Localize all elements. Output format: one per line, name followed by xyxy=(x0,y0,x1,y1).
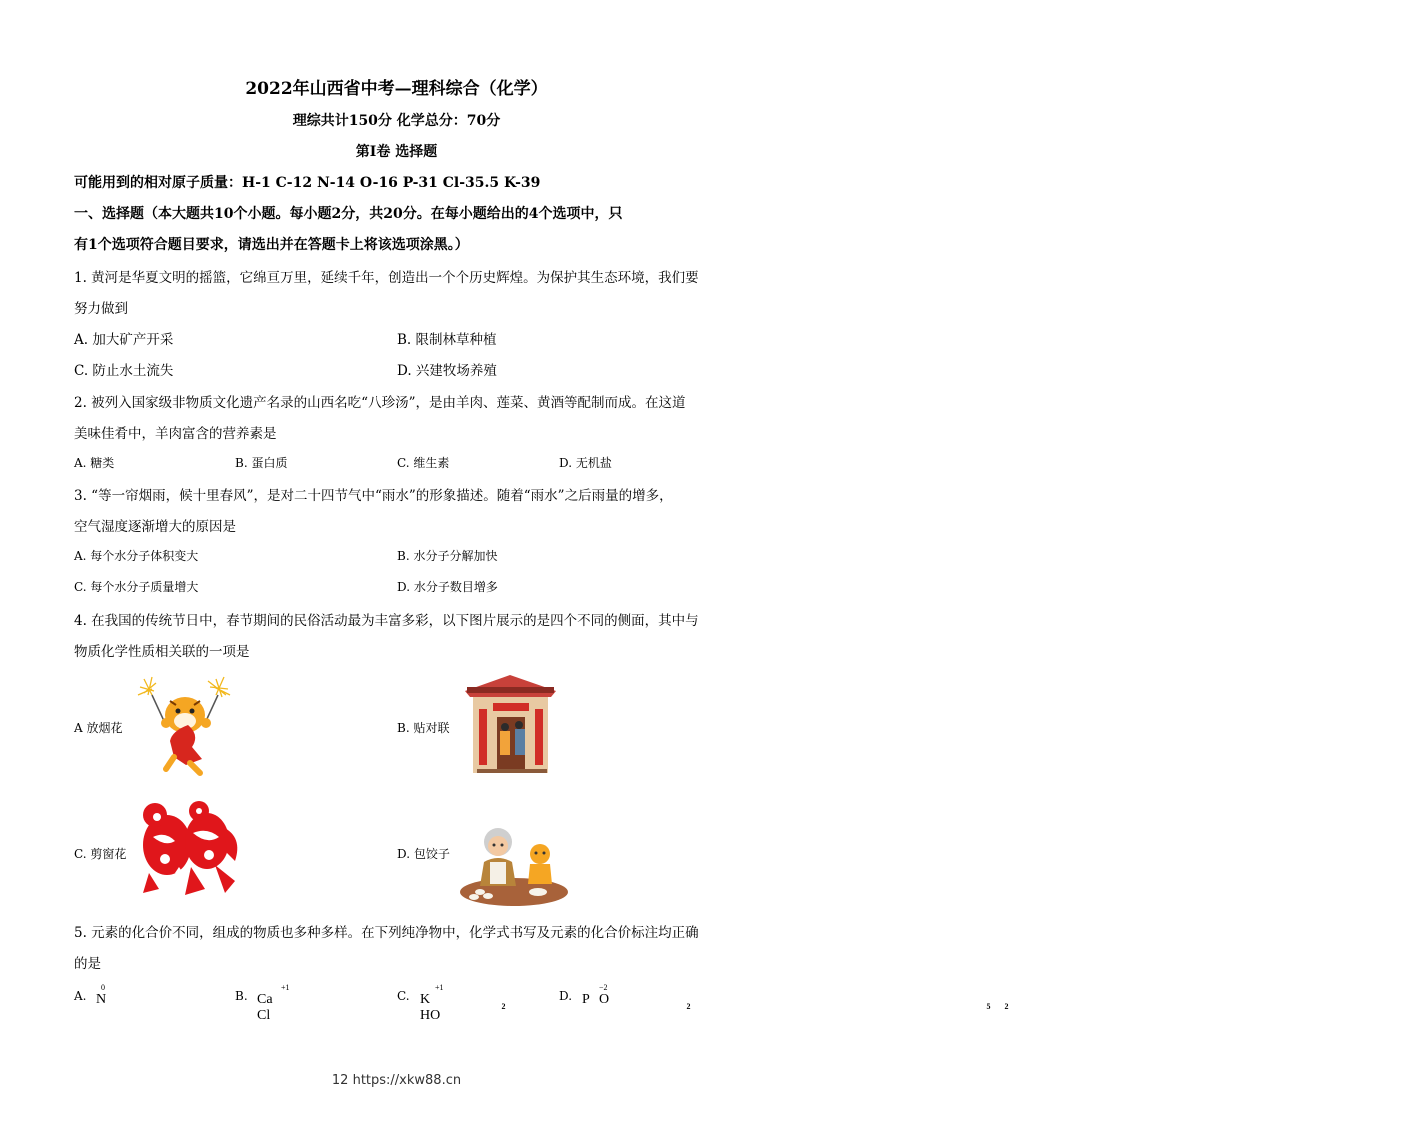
q2-option-d: D. 无机盐 xyxy=(559,456,612,470)
q1-option-c: C. 防止水土流失 xyxy=(74,363,174,379)
q5-stem-line1: 5. 元素的化合价不同，组成的物质也多种多样。在下列纯净物中，化学式书写及元素的化合价标注均正确 xyxy=(74,925,699,941)
q3-option-c: C. 每个水分子质量增大 xyxy=(74,580,199,594)
q4-stem-line2: 物质化学性质相关联的一项是 xyxy=(74,644,250,660)
q1-stem-line1: 1. 黄河是华夏文明的摇篮，它绵亘万里，延续千年，创造出一个个历史辉煌。为保护其生态环境，我们要 xyxy=(74,270,699,286)
page-title: 2022年山西省中考—理科综合（化学） xyxy=(245,79,548,99)
q5-option-d-base2: O xyxy=(599,992,610,1007)
q5-option-b-valence: +1 xyxy=(281,983,290,992)
q5-option-d-sub2: 2 xyxy=(1004,1002,1009,1011)
atomic-masses: 可能用到的相对原子质量：H-1 C-12 N-14 O-16 P-31 Cl-35.5 K-39 xyxy=(74,175,541,191)
tiger-fireworks-illustration xyxy=(130,673,240,778)
q5-option-c-letter: C. xyxy=(397,989,410,1003)
q2-option-a: A. 糖类 xyxy=(74,456,115,470)
q5-option-c-valence: +1 xyxy=(435,983,444,992)
q3-option-a: A. 每个水分子体积变大 xyxy=(74,549,199,563)
q5-option-d-valence: −2 xyxy=(599,983,608,992)
page-footer: 12 https://xkw88.cn xyxy=(331,1073,462,1088)
q2-stem-line2: 美味佳肴中，羊肉富含的营养素是 xyxy=(74,426,277,442)
q5-option-d-base: P xyxy=(582,992,590,1007)
q5-stem-line2: 的是 xyxy=(74,956,101,972)
q3-stem-line2: 空气湿度逐渐增大的原因是 xyxy=(74,519,236,535)
q1-option-a: A. 加大矿产开采 xyxy=(74,332,174,348)
section-title: 第Ⅰ卷 选择题 xyxy=(355,144,438,160)
q5-option-a-valence: 0 xyxy=(101,983,105,992)
couplet-door-illustration xyxy=(463,673,558,776)
q1-stem-line2: 努力做到 xyxy=(74,301,128,317)
instructions-line2: 有1个选项符合题目要求，请选出并在答题卡上将该选项涂黑。） xyxy=(74,237,469,253)
q5-option-d-sub: 5 xyxy=(986,1002,991,1011)
q2-option-b: B. 蛋白质 xyxy=(235,456,288,470)
q5-option-c-base: K HO xyxy=(420,992,441,1023)
dumplings-illustration xyxy=(460,820,568,904)
instructions-line1: 一、选择题（本大题共10个小题。每小题2分，共20分。在每小题给出的4个选项中，只 xyxy=(74,206,623,222)
q5-option-a-base: N xyxy=(96,992,107,1007)
q4-option-d: D. 包饺子 xyxy=(397,847,450,861)
q4-option-a: A 放烟花 xyxy=(74,721,123,735)
q5-option-a-letter: A. xyxy=(74,989,87,1003)
q3-option-d: D. 水分子数目增多 xyxy=(397,580,498,594)
q4-stem-line1: 4. 在我国的传统节日中，春节期间的民俗活动最为丰富多彩，以下图片展示的是四个不同的侧面，其中与 xyxy=(74,613,699,629)
q2-option-c: C. 维生素 xyxy=(397,456,450,470)
q4-option-b: B. 贴对联 xyxy=(397,721,450,735)
q3-stem-line1: 3. “等一帘烟雨，候十里春风”，是对二十四节气中“雨水”的形象描述。随着“雨水”之后雨量的增多， xyxy=(74,488,673,504)
q1-option-d: D. 兴建牧场养殖 xyxy=(397,363,497,379)
q5-option-d-letter: D. xyxy=(559,989,573,1003)
q4-option-c: C. 剪窗花 xyxy=(74,847,127,861)
paper-cut-illustration xyxy=(135,797,245,897)
q1-option-b: B. 限制林草种植 xyxy=(397,332,497,348)
q2-stem-line1: 2. 被列入国家级非物质文化遗产名录的山西名吃“八珍汤”，是由羊肉、莲菜、黄酒等配制而成。在这道 xyxy=(74,395,686,411)
q3-option-b: B. 水分子分解加快 xyxy=(397,549,498,563)
q5-option-b-letter: B. xyxy=(235,989,248,1003)
q5-option-b-base: Ca Cl xyxy=(257,992,273,1023)
score-info: 理综共计150分 化学总分：70分 xyxy=(292,113,501,129)
q5-option-a-sub: 2 xyxy=(501,1002,506,1011)
q5-option-b-sub: 2 xyxy=(686,1002,691,1011)
